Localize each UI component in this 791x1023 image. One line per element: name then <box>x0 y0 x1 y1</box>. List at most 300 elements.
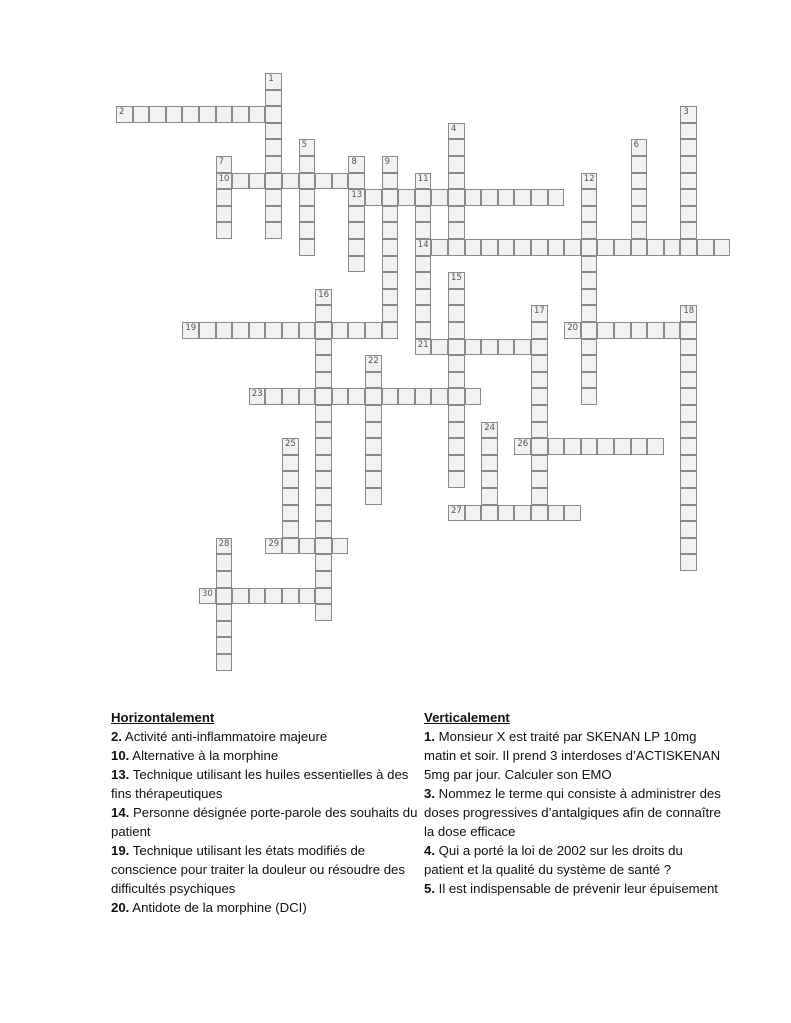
across-clues <box>111 708 421 917</box>
grid-cell[interactable] <box>382 239 399 256</box>
grid-cell[interactable] <box>299 139 316 156</box>
grid-cell[interactable] <box>365 405 382 422</box>
grid-cell[interactable] <box>581 272 598 289</box>
grid-cell[interactable] <box>680 488 697 505</box>
grid-cell[interactable] <box>282 488 299 505</box>
clue-across-14 <box>111 803 421 841</box>
clue-number: 4. <box>424 843 435 858</box>
grid-cell[interactable] <box>265 388 282 405</box>
grid-cell[interactable] <box>531 339 548 356</box>
grid-cell[interactable] <box>299 388 316 405</box>
grid-cell[interactable] <box>182 322 199 339</box>
grid-cell[interactable] <box>282 521 299 538</box>
grid-cell[interactable] <box>680 222 697 239</box>
grid-cell[interactable] <box>680 322 697 339</box>
grid-cell[interactable] <box>299 173 316 190</box>
grid-cell[interactable] <box>664 239 681 256</box>
grid-cell[interactable] <box>448 139 465 156</box>
grid-cell[interactable] <box>299 538 316 555</box>
grid-cell[interactable] <box>680 355 697 372</box>
grid-cell[interactable] <box>299 239 316 256</box>
grid-cell[interactable] <box>680 438 697 455</box>
grid-cell[interactable] <box>199 322 216 339</box>
grid-cell[interactable] <box>531 372 548 389</box>
grid-cell[interactable] <box>631 189 648 206</box>
grid-cell[interactable] <box>448 189 465 206</box>
grid-cell[interactable] <box>581 289 598 306</box>
grid-cell[interactable] <box>282 438 299 455</box>
grid-cell[interactable] <box>415 189 432 206</box>
clue-number-label: 30 <box>202 588 213 599</box>
grid-cell[interactable] <box>282 471 299 488</box>
grid-cell[interactable] <box>415 173 432 190</box>
grid-cell[interactable] <box>282 538 299 555</box>
grid-cell[interactable] <box>614 322 631 339</box>
grid-cell[interactable] <box>531 239 548 256</box>
grid-cell[interactable] <box>265 222 282 239</box>
grid-cell[interactable] <box>647 239 664 256</box>
grid-cell[interactable] <box>116 106 133 123</box>
grid-cell[interactable] <box>680 123 697 140</box>
grid-cell[interactable] <box>448 339 465 356</box>
grid-cell[interactable] <box>216 156 233 173</box>
grid-cell[interactable] <box>265 73 282 90</box>
grid-cell[interactable] <box>581 256 598 273</box>
clue-number-label: 14 <box>417 240 429 250</box>
grid-cell[interactable] <box>365 388 382 405</box>
grid-cell[interactable] <box>465 189 482 206</box>
grid-cell[interactable] <box>531 322 548 339</box>
grid-cell[interactable] <box>448 272 465 289</box>
grid-cell[interactable] <box>680 372 697 389</box>
grid-cell[interactable] <box>265 139 282 156</box>
grid-cell[interactable] <box>315 355 332 372</box>
grid-cell[interactable] <box>581 372 598 389</box>
clue-number-label: 11 <box>417 173 429 184</box>
grid-cell[interactable] <box>680 505 697 522</box>
clue-number-label: 25 <box>285 439 296 450</box>
grid-cell[interactable] <box>398 189 415 206</box>
grid-cell[interactable] <box>631 322 648 339</box>
grid-cell[interactable] <box>597 322 614 339</box>
grid-cell[interactable] <box>481 488 498 505</box>
grid-cell[interactable] <box>548 189 565 206</box>
grid-cell[interactable] <box>631 222 648 239</box>
grid-cell[interactable] <box>398 388 415 405</box>
grid-cell[interactable] <box>415 272 432 289</box>
grid-cell[interactable] <box>282 588 299 605</box>
grid-cell[interactable] <box>448 388 465 405</box>
grid-cell[interactable] <box>465 339 482 356</box>
grid-cell[interactable] <box>481 455 498 472</box>
grid-cell[interactable] <box>199 106 216 123</box>
grid-cell[interactable] <box>216 173 233 190</box>
grid-cell[interactable] <box>614 239 631 256</box>
grid-cell[interactable] <box>166 106 183 123</box>
grid-cell[interactable] <box>315 455 332 472</box>
grid-cell[interactable] <box>348 239 365 256</box>
grid-cell[interactable] <box>299 222 316 239</box>
grid-cell[interactable] <box>481 189 498 206</box>
grid-cell[interactable] <box>498 505 515 522</box>
grid-cell[interactable] <box>631 438 648 455</box>
grid-cell[interactable] <box>382 206 399 223</box>
grid-cell[interactable] <box>448 206 465 223</box>
grid-cell[interactable] <box>282 173 299 190</box>
grid-cell[interactable] <box>282 322 299 339</box>
grid-cell[interactable] <box>365 488 382 505</box>
grid-cell[interactable] <box>431 388 448 405</box>
grid-cell[interactable] <box>265 123 282 140</box>
grid-cell[interactable] <box>382 189 399 206</box>
grid-cell[interactable] <box>680 388 697 405</box>
grid-cell[interactable] <box>315 289 332 306</box>
grid-cell[interactable] <box>581 355 598 372</box>
grid-cell[interactable] <box>299 156 316 173</box>
clue-down-4 <box>424 841 724 879</box>
grid-cell[interactable] <box>481 239 498 256</box>
grid-cell[interactable] <box>216 621 233 638</box>
grid-cell[interactable] <box>348 322 365 339</box>
grid-cell[interactable] <box>631 173 648 190</box>
grid-cell[interactable] <box>216 222 233 239</box>
grid-cell[interactable] <box>315 173 332 190</box>
grid-cell[interactable] <box>448 156 465 173</box>
grid-cell[interactable] <box>315 604 332 621</box>
grid-cell[interactable] <box>680 554 697 571</box>
grid-cell[interactable] <box>448 173 465 190</box>
grid-cell[interactable] <box>315 422 332 439</box>
grid-cell[interactable] <box>581 339 598 356</box>
grid-cell[interactable] <box>514 505 531 522</box>
grid-cell[interactable] <box>382 305 399 322</box>
grid-cell[interactable] <box>265 322 282 339</box>
grid-cell[interactable] <box>631 156 648 173</box>
grid-cell[interactable] <box>581 388 598 405</box>
clue-number-label: 2 <box>119 107 125 118</box>
grid-cell[interactable] <box>382 156 399 173</box>
grid-cell[interactable] <box>332 388 349 405</box>
grid-cell[interactable] <box>680 521 697 538</box>
grid-cell[interactable] <box>216 637 233 654</box>
clue-text: Il est indispensable de prévenir leur épuisement <box>435 881 718 896</box>
grid-cell[interactable] <box>299 189 316 206</box>
grid-cell[interactable] <box>282 388 299 405</box>
grid-cell[interactable] <box>265 156 282 173</box>
grid-cell[interactable] <box>249 106 266 123</box>
grid-cell[interactable] <box>680 239 697 256</box>
grid-cell[interactable] <box>415 339 432 356</box>
grid-cell[interactable] <box>448 239 465 256</box>
grid-cell[interactable] <box>581 189 598 206</box>
grid-cell[interactable] <box>431 239 448 256</box>
grid-cell[interactable] <box>216 106 233 123</box>
grid-cell[interactable] <box>680 139 697 156</box>
clue-text: Activité anti-inflammatoire majeure <box>122 729 328 744</box>
grid-cell[interactable] <box>365 438 382 455</box>
clue-number-label: 27 <box>451 505 462 516</box>
grid-cell[interactable] <box>664 322 681 339</box>
grid-cell[interactable] <box>382 222 399 239</box>
grid-cell[interactable] <box>697 239 714 256</box>
grid-cell[interactable] <box>199 588 216 605</box>
grid-cell[interactable] <box>315 305 332 322</box>
grid-cell[interactable] <box>581 239 598 256</box>
clue-number-label: 3 <box>683 107 689 118</box>
grid-cell[interactable] <box>531 505 548 522</box>
grid-cell[interactable] <box>265 588 282 605</box>
grid-cell[interactable] <box>332 538 349 555</box>
grid-cell[interactable] <box>415 388 432 405</box>
grid-cell[interactable] <box>481 438 498 455</box>
grid-cell[interactable] <box>216 322 233 339</box>
grid-cell[interactable] <box>265 206 282 223</box>
grid-cell[interactable] <box>581 305 598 322</box>
grid-cell[interactable] <box>514 438 531 455</box>
grid-cell[interactable] <box>315 488 332 505</box>
grid-cell[interactable] <box>564 505 581 522</box>
grid-cell[interactable] <box>548 239 565 256</box>
grid-cell[interactable] <box>216 538 233 555</box>
clue-down-1 <box>424 727 724 784</box>
grid-cell[interactable] <box>365 372 382 389</box>
grid-cell[interactable] <box>631 139 648 156</box>
grid-cell[interactable] <box>531 471 548 488</box>
grid-cell[interactable] <box>216 654 233 671</box>
grid-cell[interactable] <box>448 438 465 455</box>
grid-cell[interactable] <box>249 173 266 190</box>
grid-cell[interactable] <box>315 521 332 538</box>
grid-cell[interactable] <box>448 322 465 339</box>
grid-cell[interactable] <box>216 554 233 571</box>
grid-cell[interactable] <box>365 355 382 372</box>
grid-cell[interactable] <box>232 322 249 339</box>
grid-cell[interactable] <box>365 455 382 472</box>
clue-number-label: 12 <box>583 173 595 184</box>
grid-cell[interactable] <box>315 388 332 405</box>
grid-cell[interactable] <box>531 438 548 455</box>
grid-cell[interactable] <box>332 322 349 339</box>
grid-cell[interactable] <box>265 90 282 107</box>
grid-cell[interactable] <box>498 189 515 206</box>
grid-cell[interactable] <box>680 422 697 439</box>
grid-cell[interactable] <box>415 206 432 223</box>
grid-cell[interactable] <box>448 305 465 322</box>
grid-cell[interactable] <box>315 471 332 488</box>
clue-down-5 <box>424 879 724 898</box>
grid-cell[interactable] <box>647 322 664 339</box>
grid-cell[interactable] <box>498 339 515 356</box>
grid-cell[interactable] <box>498 239 515 256</box>
grid-cell[interactable] <box>581 206 598 223</box>
grid-cell[interactable] <box>365 422 382 439</box>
grid-cell[interactable] <box>548 505 565 522</box>
grid-cell[interactable] <box>348 156 365 173</box>
grid-cell[interactable] <box>564 239 581 256</box>
grid-cell[interactable] <box>680 538 697 555</box>
grid-cell[interactable] <box>315 322 332 339</box>
grid-cell[interactable] <box>348 256 365 273</box>
grid-cell[interactable] <box>315 372 332 389</box>
grid-cell[interactable] <box>249 588 266 605</box>
clue-across-19 <box>111 841 421 898</box>
grid-cell[interactable] <box>216 588 233 605</box>
grid-cell[interactable] <box>299 588 316 605</box>
grid-cell[interactable] <box>597 239 614 256</box>
grid-cell[interactable] <box>382 256 399 273</box>
grid-cell[interactable] <box>415 239 432 256</box>
clue-text: Technique utilisant les huiles essentielles à des fins thérapeutiques <box>111 767 409 801</box>
grid-cell[interactable] <box>680 106 697 123</box>
grid-cell[interactable] <box>680 455 697 472</box>
clue-number-label: 10 <box>218 173 230 184</box>
grid-cell[interactable] <box>448 372 465 389</box>
grid-cell[interactable] <box>265 173 282 190</box>
grid-cell[interactable] <box>531 189 548 206</box>
grid-cell[interactable] <box>348 206 365 223</box>
grid-cell[interactable] <box>315 405 332 422</box>
clue-number-label: 19 <box>185 323 197 333</box>
grid-cell[interactable] <box>232 173 249 190</box>
grid-cell[interactable] <box>431 189 448 206</box>
grid-cell[interactable] <box>465 239 482 256</box>
grid-cell[interactable] <box>448 123 465 140</box>
grid-cell[interactable] <box>448 355 465 372</box>
grid-cell[interactable] <box>614 438 631 455</box>
grid-cell[interactable] <box>265 538 282 555</box>
clue-number-label: 23 <box>251 389 263 400</box>
grid-cell[interactable] <box>133 106 150 123</box>
grid-cell[interactable] <box>365 189 382 206</box>
grid-cell[interactable] <box>216 571 233 588</box>
grid-cell[interactable] <box>315 438 332 455</box>
grid-cell[interactable] <box>232 588 249 605</box>
grid-cell[interactable] <box>448 405 465 422</box>
grid-cell[interactable] <box>348 388 365 405</box>
grid-cell[interactable] <box>382 322 399 339</box>
grid-cell[interactable] <box>315 588 332 605</box>
grid-cell[interactable] <box>249 388 266 405</box>
grid-cell[interactable] <box>531 305 548 322</box>
grid-cell[interactable] <box>531 355 548 372</box>
grid-cell[interactable] <box>448 222 465 239</box>
grid-cell[interactable] <box>564 322 581 339</box>
grid-cell[interactable] <box>265 189 282 206</box>
grid-cell[interactable] <box>548 438 565 455</box>
grid-cell[interactable] <box>282 455 299 472</box>
grid-cell[interactable] <box>531 422 548 439</box>
grid-cell[interactable] <box>315 538 332 555</box>
grid-cell[interactable] <box>315 339 332 356</box>
grid-cell[interactable] <box>481 471 498 488</box>
grid-cell[interactable] <box>680 173 697 190</box>
grid-cell[interactable] <box>448 289 465 306</box>
grid-cell[interactable] <box>216 604 233 621</box>
grid-cell[interactable] <box>365 322 382 339</box>
grid-cell[interactable] <box>481 505 498 522</box>
clue-number-label: 7 <box>218 157 225 167</box>
grid-cell[interactable] <box>249 322 266 339</box>
grid-cell[interactable] <box>514 189 531 206</box>
grid-cell[interactable] <box>382 173 399 190</box>
clue-text: Nommez le terme qui consiste à administrer des doses progressives d’antalgiques afin de connaître la dose efficace <box>424 786 721 839</box>
grid-cell[interactable] <box>465 505 482 522</box>
grid-cell[interactable] <box>531 488 548 505</box>
grid-cell[interactable] <box>647 438 664 455</box>
grid-cell[interactable] <box>581 173 598 190</box>
grid-cell[interactable] <box>631 206 648 223</box>
grid-cell[interactable] <box>299 206 316 223</box>
grid-cell[interactable] <box>382 272 399 289</box>
grid-cell[interactable] <box>216 206 233 223</box>
grid-cell[interactable] <box>581 222 598 239</box>
grid-cell[interactable] <box>315 505 332 522</box>
grid-cell[interactable] <box>315 554 332 571</box>
grid-cell[interactable] <box>332 173 349 190</box>
grid-cell[interactable] <box>597 438 614 455</box>
grid-cell[interactable] <box>182 106 199 123</box>
grid-cell[interactable] <box>564 438 581 455</box>
grid-cell[interactable] <box>465 388 482 405</box>
grid-cell[interactable] <box>448 505 465 522</box>
grid-cell[interactable] <box>365 471 382 488</box>
grid-cell[interactable] <box>315 571 332 588</box>
grid-cell[interactable] <box>348 222 365 239</box>
grid-cell[interactable] <box>680 339 697 356</box>
grid-cell[interactable] <box>680 471 697 488</box>
grid-cell[interactable] <box>448 455 465 472</box>
grid-cell[interactable] <box>216 189 233 206</box>
grid-cell[interactable] <box>714 239 731 256</box>
grid-cell[interactable] <box>631 239 648 256</box>
grid-cell[interactable] <box>415 256 432 273</box>
grid-cell[interactable] <box>265 106 282 123</box>
clue-number: 1. <box>424 729 435 744</box>
grid-cell[interactable] <box>514 239 531 256</box>
clue-text: Monsieur X est traité par SKENAN LP 10mg matin et soir. Il prend 3 interdoses d’ACTISKENAN 5mg par jour. Calculer son EMO <box>424 729 721 782</box>
grid-cell[interactable] <box>514 339 531 356</box>
grid-cell[interactable] <box>448 471 465 488</box>
grid-cell[interactable] <box>581 438 598 455</box>
grid-cell[interactable] <box>415 322 432 339</box>
grid-cell[interactable] <box>415 289 432 306</box>
grid-cell[interactable] <box>531 405 548 422</box>
grid-cell[interactable] <box>382 388 399 405</box>
grid-cell[interactable] <box>448 422 465 439</box>
grid-cell[interactable] <box>348 173 365 190</box>
grid-cell[interactable] <box>581 322 598 339</box>
grid-cell[interactable] <box>680 206 697 223</box>
grid-cell[interactable] <box>149 106 166 123</box>
grid-cell[interactable] <box>431 339 448 356</box>
grid-cell[interactable] <box>531 388 548 405</box>
grid-cell[interactable] <box>415 222 432 239</box>
grid-cell[interactable] <box>680 156 697 173</box>
grid-cell[interactable] <box>481 339 498 356</box>
grid-cell[interactable] <box>299 322 316 339</box>
grid-cell[interactable] <box>680 305 697 322</box>
grid-cell[interactable] <box>282 505 299 522</box>
clue-across-20 <box>111 898 421 917</box>
grid-cell[interactable] <box>481 422 498 439</box>
grid-cell[interactable] <box>348 189 365 206</box>
grid-cell[interactable] <box>232 106 249 123</box>
grid-cell[interactable] <box>382 289 399 306</box>
grid-cell[interactable] <box>680 405 697 422</box>
grid-cell[interactable] <box>680 189 697 206</box>
grid-cell[interactable] <box>415 305 432 322</box>
grid-cell[interactable] <box>531 455 548 472</box>
